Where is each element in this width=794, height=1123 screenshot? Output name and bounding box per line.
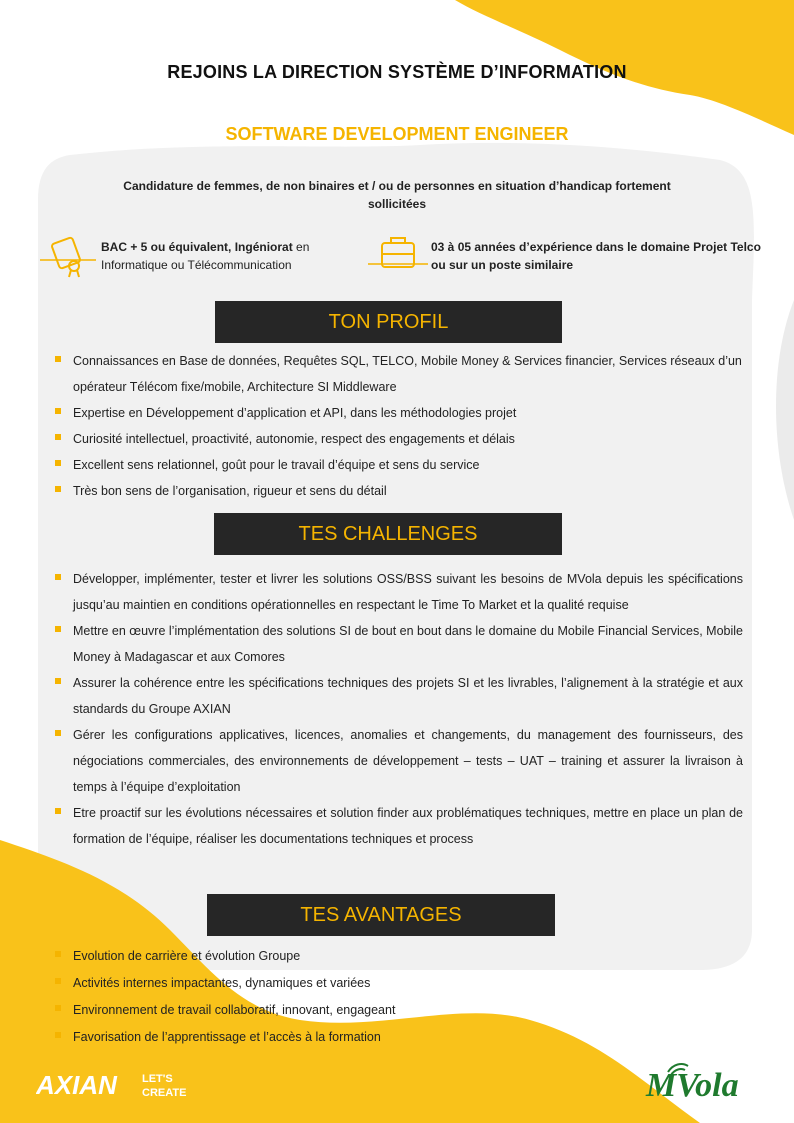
experience-requirement: 03 à 05 années d’expérience dans le domaine Projet Telco ou sur un poste similaire [431, 240, 761, 272]
list-item: Développer, implémenter, tester et livrer les solutions OSS/BSS suivant les besoins de MVola depuis les spécifications jusqu’au maintien en conditions opérationnelles en respectant le Time To Market et la qualité requise [51, 566, 743, 618]
list-item: Excellent sens relationnel, goût pour le travail d’équipe et sens du service [51, 452, 743, 478]
axian-logo-name: AXIAN [36, 1070, 117, 1100]
briefcase-icon [368, 234, 428, 274]
education-requirement [101, 238, 351, 274]
axian-logo-tagline-1: LET'S [142, 1073, 173, 1085]
mvola-logo-name: MVola [646, 1067, 739, 1104]
challenges-list [51, 566, 743, 852]
list-item: Curiosité intellectuel, proactivité, autonomie, respect des engagements et délais [51, 426, 743, 452]
diploma-scroll-icon [40, 232, 96, 278]
list-item: Etre proactif sur les évolutions nécessaires et solution finder aux problématiques techniques, mettre en place un plan de formation de l’équipe, réaliser les documentations techniques et process [51, 800, 743, 852]
education-requirement-rest: en Informatique ou Télécommunication [101, 240, 310, 272]
section-title-avantages: TES AVANTAGES [207, 894, 555, 936]
list-item: Assurer la cohérence entre les spécifications techniques des projets SI et les livrables, l’alignement à la stratégie et aux standards du Groupe AXIAN [51, 670, 743, 722]
list-item: Environnement de travail collaboratif, innovant, engageant [51, 997, 743, 1024]
list-item: Très bon sens de l’organisation, rigueur et sens du détail [51, 478, 743, 504]
education-requirement-bold: BAC + 5 ou équivalent, Ingéniorat [101, 240, 293, 254]
list-item: Favorisation de l’apprentissage et l’accès à la formation [51, 1024, 743, 1051]
section-title-profil: TON PROFIL [215, 301, 562, 343]
section-title-challenges: TES CHALLENGES [214, 513, 562, 555]
list-item: Evolution de carrière et évolution Groupe [51, 943, 743, 970]
axian-logo-tagline-2: CREATE [142, 1087, 187, 1099]
job-title: SOFTWARE DEVELOPMENT ENGINEER [225, 124, 569, 144]
list-item: Expertise en Développement d’application et API, dans les méthodologies projet [51, 400, 743, 426]
list-item: Gérer les configurations applicatives, licences, anomalies et changements, du management des fournisseurs, des négociations commerciales, des environnements de développement – tests – UAT – training et assurer la livraison à temps à l’équipe d’exploitation [51, 722, 743, 800]
list-item: Connaissances en Base de données, Requêtes SQL, TELCO, Mobile Money & Services financier, Services réseaux d’un opérateur Télécom fixe/mobile, Architecture SI Middleware [51, 348, 743, 400]
list-item: Activités internes impactantes, dynamiques et variées [51, 970, 743, 997]
diversity-note: Candidature de femmes, de non binaires et / ou de personnes en situation d’handicap fortement sollicitées [123, 179, 671, 211]
axian-logo [36, 1070, 206, 1102]
mvola-logo [640, 1060, 770, 1104]
page-title: REJOINS LA DIRECTION SYSTÈME D’INFORMATION [167, 62, 627, 82]
profil-list [51, 348, 743, 504]
avantages-list [51, 943, 743, 1051]
list-item: Mettre en œuvre l’implémentation des solutions SI de bout en bout dans le domaine du Mobile Financial Services, Mobile Money à Madagascar et aux Comores [51, 618, 743, 670]
